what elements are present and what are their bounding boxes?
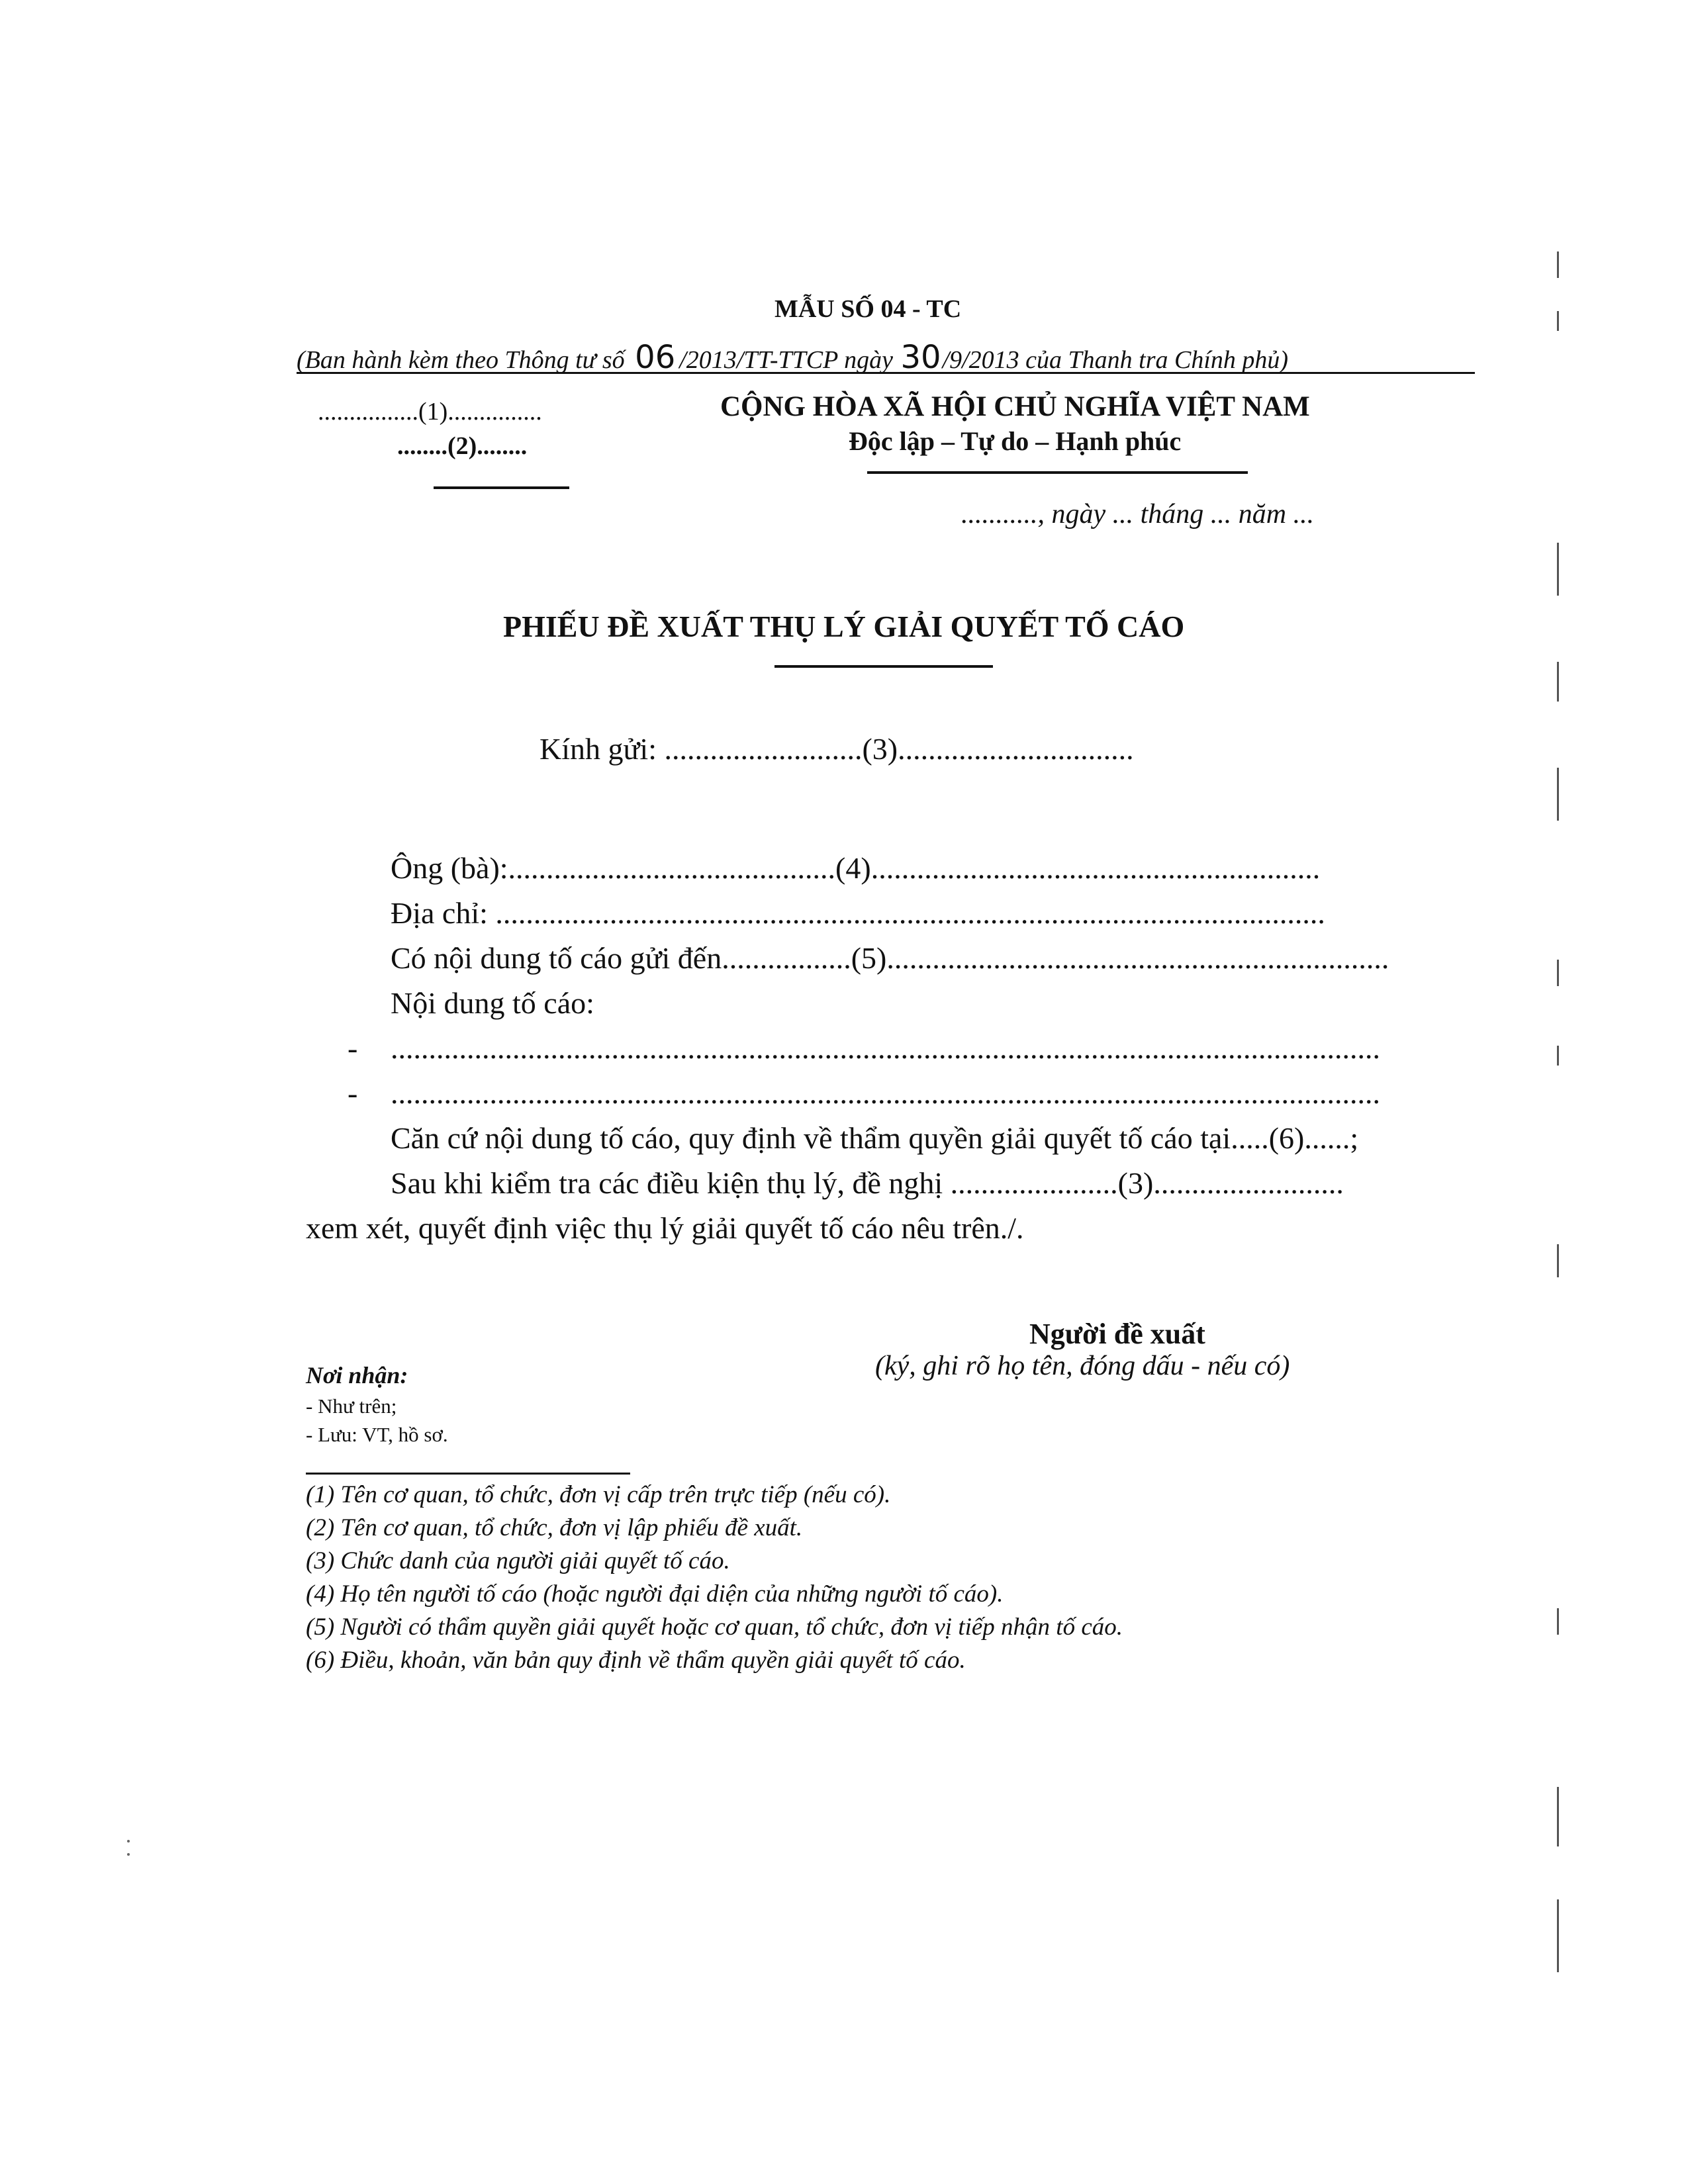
issued-note-underline: [297, 372, 1475, 374]
footnote-1: (1) Tên cơ quan, tổ chức, đơn vị cấp trên trực tiếp (nếu có).: [306, 1481, 891, 1508]
field-ong-ba: Ông (bà):...........................................(4)...........................................................: [391, 851, 1321, 885]
scan-edge-mark: [1557, 311, 1559, 331]
body-can-cu: Căn cứ nội dung tố cáo, quy định về thẩm quyền giải quyết tố cáo tại.....(6)......;: [391, 1121, 1359, 1155]
scan-edge-mark: [1557, 1899, 1559, 1972]
page-title: PHIẾU ĐỀ XUẤT THỤ LÝ GIẢI QUYẾT TỐ CÁO: [503, 610, 1185, 643]
form-code: MẪU SỐ 04 - TC: [774, 295, 962, 323]
footnote-4: (4) Họ tên người tố cáo (hoặc người đại diện của những người tố cáo).: [306, 1580, 1004, 1608]
field-noi-dung-gui: Có nội dung tố cáo gửi đến.................(5)..................................................................: [391, 941, 1389, 975]
issued-note-suffix: /9/2013 của Thanh tra Chính phủ): [942, 346, 1289, 374]
body-xem-xet: xem xét, quyết định việc thụ lý giải quyết tố cáo nêu trên./.: [306, 1211, 1024, 1245]
field-dia-chi: Địa chỉ: .............................................................................................................: [391, 896, 1325, 930]
scan-edge-mark: [1557, 1046, 1559, 1066]
national-title: CỘNG HÒA XÃ HỘI CHỦ NGHĨA VIỆT NAM: [720, 391, 1310, 422]
scan-edge-mark: [1557, 1244, 1559, 1277]
issued-note-mid: /2013/TT-TTCP ngày: [679, 346, 893, 374]
national-motto: Độc lập – Tự do – Hạnh phúc: [849, 426, 1182, 456]
issued-note: [297, 339, 1288, 376]
left-header-underline: [434, 486, 569, 489]
parent-agency-placeholder: ................(1)...............: [318, 398, 542, 426]
scan-edge-mark: [1557, 662, 1559, 702]
bullet-1-dash: -: [348, 1031, 358, 1065]
scan-dot: [127, 1840, 130, 1843]
bullet-2-dots: ..................................................................................................................................: [391, 1076, 1380, 1110]
issued-note-prefix: (Ban hành kèm theo Thông tư số: [297, 346, 625, 374]
signature-title: Người đề xuất: [1029, 1318, 1205, 1350]
bullet-1-dots: ..................................................................................................................................: [391, 1031, 1380, 1065]
recipient-item: - Lưu: VT, hồ sơ.: [306, 1423, 448, 1446]
scan-dot: [127, 1853, 130, 1856]
issuing-agency-placeholder: ........(2)........: [397, 432, 528, 460]
recipient-item: - Như trên;: [306, 1394, 397, 1418]
footnote-3: (3) Chức danh của người giải quyết tố cáo.: [306, 1547, 730, 1574]
scan-edge-mark: [1557, 768, 1559, 821]
footnote-5: (5) Người có thẩm quyền giải quyết hoặc cơ quan, tổ chức, đơn vị tiếp nhận tố cáo.: [306, 1614, 1123, 1641]
footnote-2: (2) Tên cơ quan, tổ chức, đơn vị lập phiếu đề xuất.: [306, 1514, 803, 1541]
title-underline: [774, 665, 993, 668]
scan-edge-mark: [1557, 1608, 1559, 1635]
scan-edge-mark: [1557, 251, 1559, 278]
body-sau-khi: Sau khi kiểm tra các điều kiện thụ lý, đề nghị ......................(3).........................: [391, 1166, 1344, 1200]
footnote-6: (6) Điều, khoản, văn bản quy định về thẩm quyền giải quyết tố cáo.: [306, 1647, 966, 1674]
date-line: ..........., ngày ... tháng ... năm ...: [961, 499, 1315, 529]
footnote-divider: [306, 1473, 630, 1475]
day-handwritten: 30: [900, 339, 941, 376]
national-motto-underline: [867, 471, 1248, 474]
addressee-line: Kính gửi: ..........................(3)...............................: [539, 732, 1134, 766]
bullet-2-dash: -: [348, 1076, 358, 1110]
recipients-label: Nơi nhận:: [306, 1362, 408, 1388]
scan-edge-mark: [1557, 960, 1559, 986]
circular-number-handwritten: 06: [635, 339, 676, 376]
signature-note: (ký, ghi rõ họ tên, đóng dấu - nếu có): [875, 1351, 1290, 1381]
field-noi-dung-label: Nội dung tố cáo:: [391, 986, 594, 1020]
scan-edge-mark: [1557, 543, 1559, 596]
scan-edge-mark: [1557, 1787, 1559, 1846]
